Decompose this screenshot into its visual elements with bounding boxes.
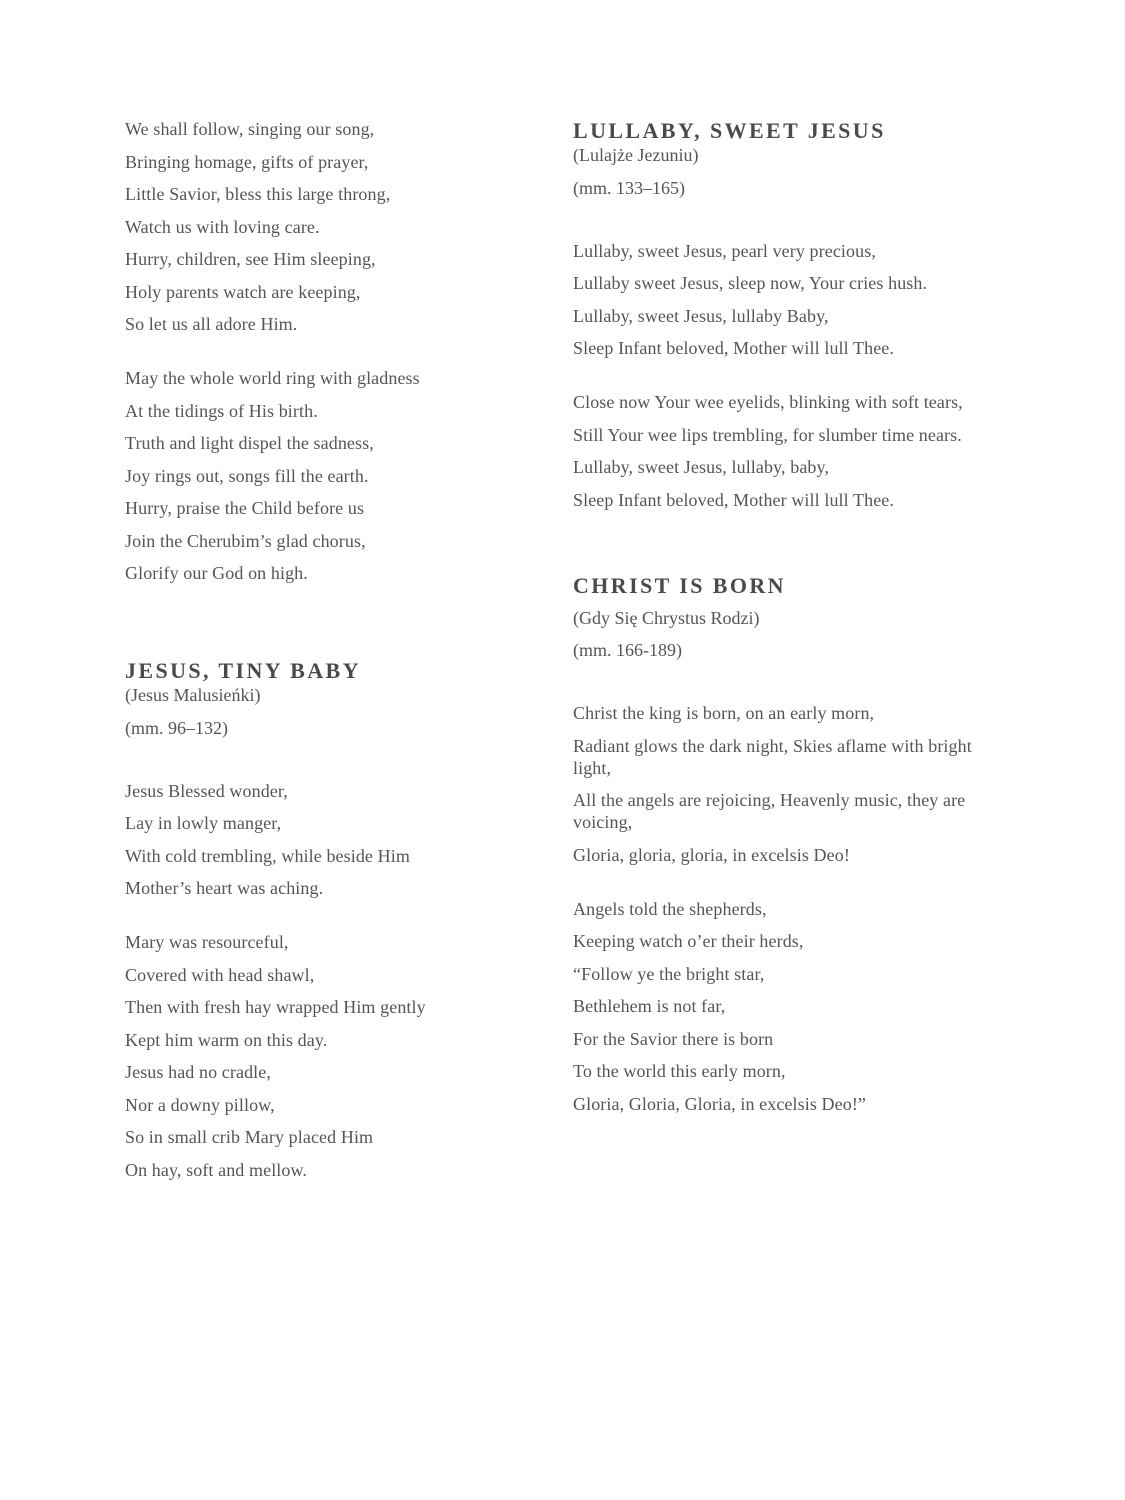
lyric-line: Gloria, gloria, gloria, in excelsis Deo!	[573, 844, 850, 865]
lyric-line: Then with fresh hay wrapped Him gently	[125, 997, 426, 1017]
lyric-line: We shall follow, singing our song,	[125, 119, 375, 139]
lyric-line: Watch us with loving care.	[125, 216, 320, 237]
lyric-line: Close now Your wee eyelids, blinking with soft tears,	[573, 392, 963, 412]
song-title: JESUS, TINY BABY	[125, 658, 361, 683]
song-stanza-2	[125, 931, 545, 1181]
lyric-line: So in small crib Mary placed Him	[125, 1127, 374, 1147]
lyric-line: Gloria, Gloria, Gloria, in excelsis Deo!”	[573, 1093, 867, 1114]
right-column	[573, 118, 1003, 1147]
lyric-line: Little Savior, bless this large throng,	[125, 184, 391, 204]
lyric-line: Lullaby sweet Jesus, sleep now, Your cries hush.	[573, 273, 928, 293]
lyric-line: Glorify our God on high.	[125, 563, 308, 583]
lyric-line: Christ the king is born, on an early morn,	[573, 703, 875, 723]
lyric-line: Jesus had no cradle,	[125, 1062, 271, 1082]
lyric-line: Joy rings out, songs fill the earth.	[125, 465, 369, 486]
lyric-line: To the world this early morn,	[573, 1061, 786, 1081]
lyric-line: Sleep Infant beloved, Mother will lull Thee.	[573, 489, 894, 510]
song-christ-is-born	[573, 573, 1003, 1115]
lyric-line: “Follow ye the bright star,	[573, 963, 765, 984]
lyric-line: Sleep Infant beloved, Mother will lull Thee.	[573, 338, 894, 358]
left-column	[125, 118, 545, 1213]
lyric-line: All the angels are rejoicing, Heavenly music, they are voicing,	[573, 790, 966, 832]
song-stanza-2	[573, 391, 1003, 511]
lyric-line: Bethlehem is not far,	[573, 996, 726, 1016]
song-subtitle: (Jesus Malusieńki)	[125, 685, 261, 705]
lyric-line: Mary was resourceful,	[125, 932, 289, 952]
lyric-line: Bringing homage, gifts of prayer,	[125, 151, 369, 172]
lyric-line: Jesus Blessed wonder,	[125, 780, 288, 801]
intro-stanza-2	[125, 367, 545, 584]
song-subtitle: (Lulajże Jezuniu)	[573, 145, 699, 165]
intro-stanza-1	[125, 118, 545, 335]
lyric-line: With cold trembling, while beside Him	[125, 845, 410, 866]
lyric-line: Lullaby, sweet Jesus, lullaby, baby,	[573, 457, 830, 477]
lyric-line: Hurry, praise the Child before us	[125, 498, 365, 518]
lyric-line: Join the Cherubim’s glad chorus,	[125, 530, 366, 551]
lyric-line: Holy parents watch are keeping,	[125, 281, 361, 302]
lyric-line: On hay, soft and mellow.	[125, 1159, 308, 1180]
song-measures: (mm. 133–165)	[573, 177, 685, 198]
song-title: LULLABY, SWEET JESUS	[573, 118, 886, 143]
lyric-line: Covered with head shawl,	[125, 964, 315, 985]
lyric-line: Lullaby, sweet Jesus, pearl very precious,	[573, 240, 876, 261]
lyric-line: Nor a downy pillow,	[125, 1094, 275, 1115]
song-measures: (mm. 166-189)	[573, 640, 682, 660]
song-subtitle: (Gdy Się Chrystus Rodzi)	[573, 607, 760, 628]
lyric-line: Mother’s heart was aching.	[125, 878, 324, 898]
lyric-line: Hurry, children, see Him sleeping,	[125, 249, 376, 269]
lyric-line: Truth and light dispel the sadness,	[125, 433, 374, 453]
lyric-line: Still Your wee lips trembling, for slumber time nears.	[573, 424, 962, 445]
lyric-line: For the Savior there is born	[573, 1028, 774, 1049]
lyric-line: Radiant glows the dark night, Skies aflame with bright light,	[573, 735, 972, 778]
song-lullaby-sweet-jesus	[573, 118, 1003, 511]
lyric-line: Kept him warm on this day.	[125, 1029, 328, 1050]
lyric-line: At the tidings of His birth.	[125, 400, 318, 421]
lyric-line: Lay in lowly manger,	[125, 813, 282, 833]
song-measures: (mm. 96–132)	[125, 717, 228, 738]
song-jesus-tiny-baby	[125, 658, 545, 1181]
lyric-line: May the whole world ring with gladness	[125, 368, 420, 388]
lyric-line: Angels told the shepherds,	[573, 898, 767, 919]
song-stanza-2	[573, 898, 1003, 1115]
song-stanza-1	[573, 702, 1003, 866]
lyric-line: Keeping watch o’er their herds,	[573, 931, 804, 951]
song-title: CHRIST IS BORN	[573, 572, 786, 598]
lyric-line: So let us all adore Him.	[125, 314, 298, 334]
lyric-line: Lullaby, sweet Jesus, lullaby Baby,	[573, 305, 829, 326]
song-stanza-1	[125, 780, 545, 900]
song-stanza-1	[573, 240, 1003, 360]
